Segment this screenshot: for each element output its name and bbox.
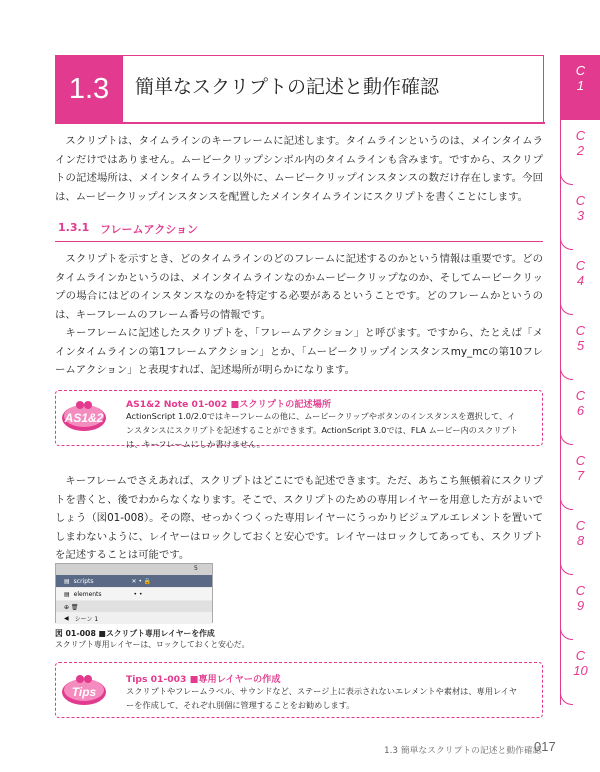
chapter-tab-1[interactable]	[560, 55, 600, 120]
chapter-tabs	[560, 55, 600, 705]
chapter-tab-label: C 10	[573, 648, 588, 678]
body-paragraph-2: キーフレームに記述したスクリプトを、「フレームアクション」と呼びます。ですから、たとえば「メインタイムラインの第1フレームアクション」とか、「ムービークリップインスタンスmy_mcの第10フレームアクション」と表現すれば、記述場所が明らかになります。	[55, 327, 543, 376]
body-paragraph-3: キーフレームでさえあれば、スクリプトはどこにでも記述できます。ただ、あちこち無頓着にスクリプトを書くと、後でわからなくなります。そこで、スクリプトのための専用レイヤーを用意した方がよいでしょう（図01-008）。その際、せっかくつくった専用レイヤーにうっかりビジュアルエレメントを置いてしまわないように、レイヤーはロックしておくと安心です。レイヤーはロックしてあっても、スクリプトを記述することは可能です。	[55, 475, 543, 561]
intro-paragraph: スクリプトは、タイムラインのキーフレームに記述します。タイムラインというのは、メインタイムラインだけではありません。ムービークリップシンボル内のタイムラインも含みます。ですから、スクリプトの記述場所は、メインタイムライン以外に、ムービークリップインスタンスの数だけ存在します。今回は、ムービークリップインスタンスを配置したメインタイムラインにスクリプトを書くことにします。	[55, 135, 543, 203]
chapter-tab-4[interactable]	[560, 250, 600, 315]
tab-corner	[560, 172, 573, 185]
tab-corner	[560, 237, 573, 250]
section-heading-number: 1.3.1	[58, 221, 90, 234]
note-title: Tips 01-003 ■専用レイヤーの作成	[126, 674, 281, 685]
note-title: AS1&2 Note 01-002 ■スクリプトの記述場所	[126, 399, 332, 410]
back-icon[interactable]: ◀	[64, 614, 69, 622]
tab-corner	[560, 302, 573, 315]
tips-badge-icon	[60, 673, 108, 707]
as12-badge-icon	[60, 399, 108, 433]
layer-name: scripts	[73, 577, 94, 585]
section-number: 1.3	[55, 55, 123, 123]
chapter-tab-label: C 7	[575, 453, 586, 483]
chapter-tab-3[interactable]	[560, 185, 600, 250]
timeline-tick: 5	[194, 565, 198, 572]
timeline-ruler	[56, 564, 212, 575]
lock-icon[interactable]: ✕ • 🔒	[131, 577, 152, 585]
chapter-tab-9[interactable]	[560, 575, 600, 640]
scene-bar	[56, 612, 212, 624]
chapter-tab-label: C 9	[575, 583, 586, 613]
chapter-tab-8[interactable]	[560, 510, 600, 575]
figure-caption-sub: スクリプト専用レイヤーは、ロックしておくと安心だ。	[55, 640, 250, 649]
section-heading-title: フレームアクション	[100, 223, 199, 236]
tab-corner	[560, 627, 573, 640]
page-title: 簡単なスクリプトの記述と動作確認	[135, 76, 440, 98]
tab-corner	[560, 562, 573, 575]
section-heading	[55, 219, 543, 242]
chapter-tab-5[interactable]	[560, 315, 600, 380]
chapter-tab-label: C 4	[575, 258, 586, 288]
chapter-tab-7[interactable]	[560, 445, 600, 510]
chapter-tab-2[interactable]	[560, 120, 600, 185]
figure-caption-title: 図 01-008 ■スクリプト専用レイヤーを作成	[55, 629, 215, 638]
chapter-header	[55, 55, 545, 123]
chapter-tab-label: C 8	[575, 518, 586, 548]
chapter-tab-label: C 3	[575, 193, 586, 223]
chapter-tab-label: C 5	[575, 323, 586, 353]
page-number: 017	[534, 739, 556, 754]
tab-corner	[560, 497, 573, 510]
layer-icon: ▤	[64, 577, 70, 585]
tips-badge-label: Tips	[71, 685, 97, 699]
note-body: ActionScript 1.0/2.0ではキーフレームの他に、ムービークリップやボタンのインスタンスを選択して、インスタンスにスクリプトを記述することができます。ActionScript 3.0では、FLA ムービー内のスクリプトは、キーフレームにしか書けません。	[126, 411, 518, 449]
add-layer-icon[interactable]: ⊕ 🗑	[64, 603, 79, 611]
note-body: スクリプトやフレームラベル、サウンドなど、ステージ上に表示されないエレメントや素材は、専用レイヤーを作成して、それぞれ別個に管理することをお勧めします。	[126, 686, 518, 710]
timeline-screenshot	[55, 563, 213, 623]
chapter-tab-6[interactable]	[560, 380, 600, 445]
header-rule	[55, 122, 545, 124]
scene-label: シーン 1	[74, 615, 99, 623]
footer-running-title: 1.3 簡単なスクリプトの記述と動作確認	[384, 746, 542, 756]
layer-name: elements	[73, 590, 102, 598]
layer-icon: ▤	[64, 590, 70, 598]
note-box-as12	[55, 390, 543, 449]
chapter-tab-label: C 6	[575, 388, 586, 418]
layer-row-scripts[interactable]	[56, 575, 212, 587]
visibility-icon[interactable]: • •	[133, 590, 143, 598]
body-paragraph-1: スクリプトを示すとき、どのタイムラインのどのフレームに記述するのかという情報は重要です。どのタイムラインかというのは、メインタイムラインなのかムービークリップなのか、そしてムービークリップの場合にはどのインスタンスなのかを特定する必要があるということです。どのフレームかというのは、キーフレームのフレーム番号の情報です。	[55, 253, 543, 321]
chapter-tab-label: C 2	[575, 128, 586, 158]
chapter-tab-10[interactable]	[560, 640, 600, 705]
chapter-tab-label: C 1	[575, 63, 586, 93]
as12-badge-label: AS1&2	[64, 411, 104, 425]
tab-corner	[560, 692, 573, 705]
note-box-tips	[55, 662, 543, 718]
layer-row-elements[interactable]	[56, 588, 212, 600]
tab-corner	[560, 432, 573, 445]
figure-caption	[55, 628, 249, 650]
tab-corner	[560, 367, 573, 380]
